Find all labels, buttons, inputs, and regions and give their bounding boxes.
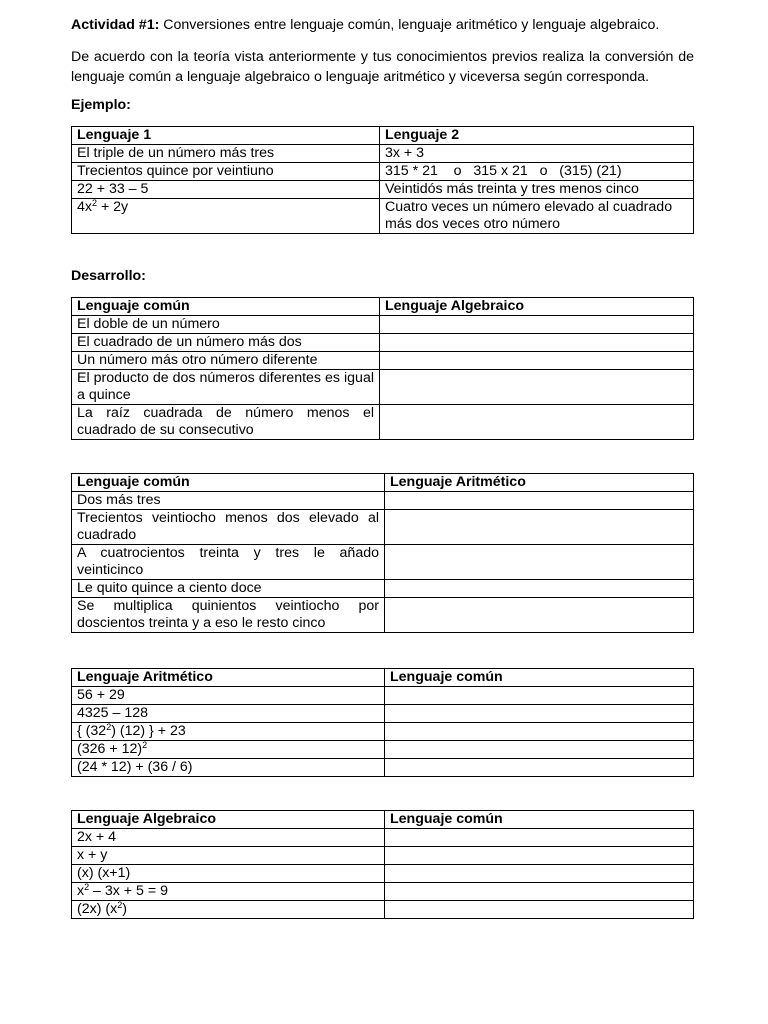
table-cell [72, 883, 385, 901]
expression-part: x + y [77, 847, 108, 863]
expression-part: { (32 [77, 723, 107, 739]
answer-cell[interactable] [385, 883, 694, 901]
expression-part: ) [122, 901, 127, 917]
table-cell [72, 687, 385, 705]
activity-title-bold: Actividad #1: [71, 17, 160, 33]
table-row [72, 705, 694, 723]
arithmetic-to-common-table [71, 668, 694, 777]
column-header: Lenguaje Algebraico [72, 811, 385, 829]
answer-cell[interactable] [385, 829, 694, 847]
table-cell: Trecientos quince por veintiuno [72, 163, 380, 181]
table-row [72, 580, 694, 598]
answer-cell[interactable] [380, 352, 694, 370]
answer-cell[interactable] [385, 598, 694, 633]
expression-part: x [77, 883, 85, 899]
expression-part: (2x) (x [77, 901, 118, 917]
table-row [72, 352, 694, 370]
table-cell: El doble de un número [72, 316, 380, 334]
table-row [72, 759, 694, 777]
answer-cell[interactable] [385, 723, 694, 741]
column-header: Lenguaje común [385, 811, 694, 829]
table-row [72, 163, 694, 181]
expression-part: + 2y [97, 199, 129, 215]
table-row [72, 199, 694, 234]
table-row [72, 829, 694, 847]
table-row [72, 370, 694, 405]
table-header-row [72, 811, 694, 829]
answer-cell[interactable] [385, 580, 694, 598]
table-header-row [72, 298, 694, 316]
table-cell: Dos más tres [72, 492, 385, 510]
expression-part: (326 + 12) [77, 741, 143, 757]
column-header: Lenguaje 2 [380, 127, 694, 145]
table-row [72, 405, 694, 440]
answer-cell[interactable] [385, 705, 694, 723]
table-row [72, 865, 694, 883]
table-cell: Veintidós más treinta y tres menos cinco [380, 181, 694, 199]
answer-cell[interactable] [385, 865, 694, 883]
column-header: Lenguaje común [72, 298, 380, 316]
example-table [71, 126, 694, 234]
table-row [72, 145, 694, 163]
expression-part: 4325 – 128 [77, 705, 149, 721]
expression-part: – 3x + 5 = 9 [89, 883, 168, 899]
expression-part: ) (12) } + 23 [111, 723, 186, 739]
table-row [72, 847, 694, 865]
table-row [72, 316, 694, 334]
activity-instructions: De acuerdo con la teoría vista anteriormente y tus conocimientos previos realiza la conversión de lenguaje común a lenguaje algebraico o lenguaje aritmético y viceversa según corresponda. [71, 49, 694, 85]
table-cell: Cuatro veces un número elevado al cuadrado más dos veces otro número [380, 199, 694, 234]
expression-part: 4x [77, 199, 92, 215]
answer-cell[interactable] [380, 316, 694, 334]
table-row [72, 723, 694, 741]
answer-cell[interactable] [380, 405, 694, 440]
table-header-row [72, 127, 694, 145]
answer-cell[interactable] [380, 334, 694, 352]
table-row [72, 741, 694, 759]
activity-title-text: Conversiones entre lenguaje común, lenguaje aritmético y lenguaje algebraico. [159, 17, 660, 33]
development-label: Desarrollo: [71, 268, 146, 284]
answer-cell[interactable] [385, 545, 694, 580]
table-row [72, 334, 694, 352]
answer-cell[interactable] [385, 741, 694, 759]
activity-title [71, 17, 659, 33]
table-cell: Le quito quince a ciento doce [72, 580, 385, 598]
expression-part: 2x + 4 [77, 829, 117, 845]
table-cell: El cuadrado de un número más dos [72, 334, 380, 352]
table-row [72, 510, 694, 545]
column-header: Lenguaje Aritmético [72, 669, 385, 687]
table-cell: Se multiplica quinientos veintiocho por doscientos treinta y a eso le resto cinco [72, 598, 385, 633]
column-header: Lenguaje Algebraico [380, 298, 694, 316]
column-header: Lenguaje común [385, 669, 694, 687]
exponent: 2 [117, 900, 123, 910]
expression-part: (x) (x+1) [77, 865, 131, 881]
expression-part: (24 * 12) + (36 / 6) [77, 759, 193, 775]
table-cell: El triple de un número más tres [72, 145, 380, 163]
table-cell: A cuatrocientos treinta y tres le añado veinticinco [72, 545, 385, 580]
algebraic-to-common-table [71, 810, 694, 919]
table-cell [72, 723, 385, 741]
table-cell [72, 865, 385, 883]
table-row [72, 883, 694, 901]
exponent: 2 [142, 740, 148, 750]
table-row [72, 598, 694, 633]
table-cell: 22 + 33 – 5 [72, 181, 380, 199]
table-cell [72, 847, 385, 865]
table-cell: La raíz cuadrada de número menos el cuadrado de su consecutivo [72, 405, 380, 440]
table-cell [72, 741, 385, 759]
answer-cell[interactable] [385, 847, 694, 865]
answer-cell[interactable] [385, 510, 694, 545]
exponent: 2 [91, 198, 97, 208]
table-row [72, 545, 694, 580]
expression-part: 56 + 29 [77, 687, 125, 703]
table-row [72, 492, 694, 510]
table-cell: Un número más otro número diferente [72, 352, 380, 370]
column-header: Lenguaje Aritmético [385, 474, 694, 492]
answer-cell[interactable] [385, 687, 694, 705]
table-header-row [72, 474, 694, 492]
column-header: Lenguaje 1 [72, 127, 380, 145]
table-row [72, 181, 694, 199]
table-cell: Trecientos veintiocho menos dos elevado al cuadrado [72, 510, 385, 545]
table-cell [72, 829, 385, 847]
common-to-arithmetic-table [71, 473, 694, 633]
column-header: Lenguaje común [72, 474, 385, 492]
table-cell [72, 759, 385, 777]
table-cell: El producto de dos números diferentes es igual a quince [72, 370, 380, 405]
answer-cell[interactable] [385, 901, 694, 919]
table-cell [72, 705, 385, 723]
table-cell [72, 901, 385, 919]
common-to-algebraic-table [71, 297, 694, 440]
table-cell: 3x + 3 [380, 145, 694, 163]
table-cell: 315 * 21 o 315 x 21 o (315) (21) [380, 163, 694, 181]
answer-cell[interactable] [385, 759, 694, 777]
exponent: 2 [106, 722, 112, 732]
answer-cell[interactable] [385, 492, 694, 510]
table-cell [72, 199, 380, 234]
example-label: Ejemplo: [71, 97, 131, 113]
table-row [72, 687, 694, 705]
answer-cell[interactable] [380, 370, 694, 405]
table-header-row [72, 669, 694, 687]
table-row [72, 901, 694, 919]
exponent: 2 [84, 882, 90, 892]
